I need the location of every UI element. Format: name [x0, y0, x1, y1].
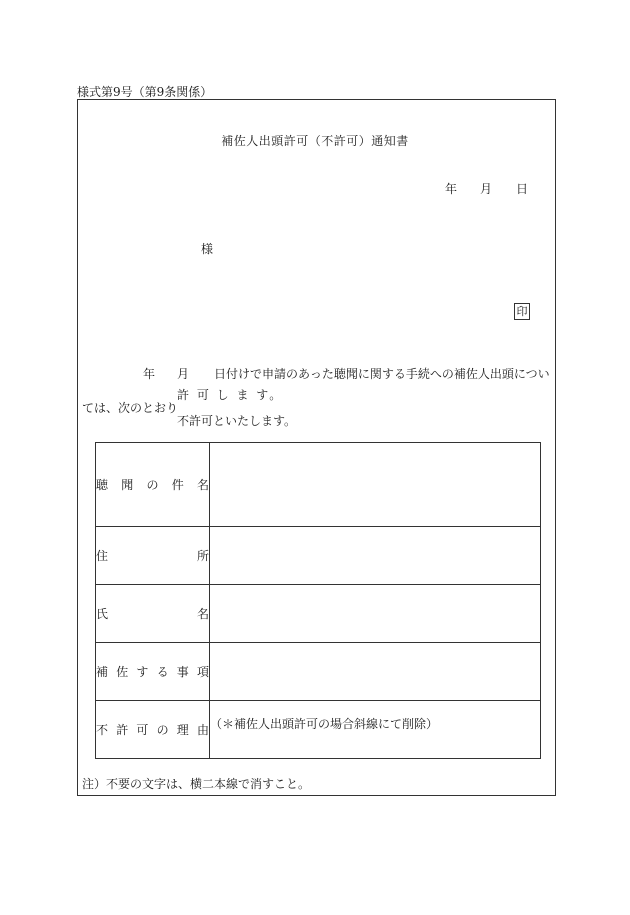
- assisted-matters-field[interactable]: [210, 643, 541, 701]
- body-month-label: 月: [177, 367, 190, 381]
- table-row: [96, 643, 541, 701]
- row-label: 聴 聞 の 件 名: [96, 478, 209, 492]
- denial-reason-field[interactable]: （＊補佐人出頭許可の場合斜線にて削除）: [210, 701, 541, 759]
- date-day-label: 日: [516, 182, 529, 196]
- body-continuation: ては、次のとおり: [82, 401, 179, 415]
- name-field[interactable]: [210, 585, 541, 643]
- option-permit: 許 可 し ま す。: [177, 388, 284, 402]
- footnote: 注）不要の文字は、横二本線で消すこと。: [82, 777, 311, 791]
- details-table: [95, 442, 541, 759]
- row-label-cell: [96, 527, 210, 585]
- seal-mark: 印: [514, 303, 530, 320]
- row-label: 不 許 可 の 理 由: [96, 723, 209, 737]
- address-field[interactable]: [210, 527, 541, 585]
- row-label-cell: [96, 643, 210, 701]
- addressee-suffix: 様: [201, 242, 214, 256]
- row-label: 補 佐 す る 事 項: [96, 665, 209, 679]
- document-title: 補佐人出頭許可（不許可）通知書: [221, 134, 409, 148]
- table-row: [96, 527, 541, 585]
- hearing-title-field[interactable]: [210, 443, 541, 527]
- table-row: [96, 585, 541, 643]
- form-number: 様式第9号（第9条関係）: [77, 85, 213, 99]
- body-year-label: 年: [143, 367, 156, 381]
- row-label: 氏 名: [96, 607, 209, 621]
- body-text: 日付けで申請のあった聴聞に関する手続への補佐人出頭につい: [214, 367, 550, 381]
- row-label-cell: [96, 701, 210, 759]
- table-row: [96, 443, 541, 527]
- option-deny: 不許可といたします。: [177, 414, 297, 428]
- row-label: 住 所: [96, 549, 209, 563]
- date-year-label: 年: [445, 182, 458, 196]
- table-row: [96, 701, 541, 759]
- row-label-cell: [96, 443, 210, 527]
- row-label-cell: [96, 585, 210, 643]
- date-month-label: 月: [480, 182, 493, 196]
